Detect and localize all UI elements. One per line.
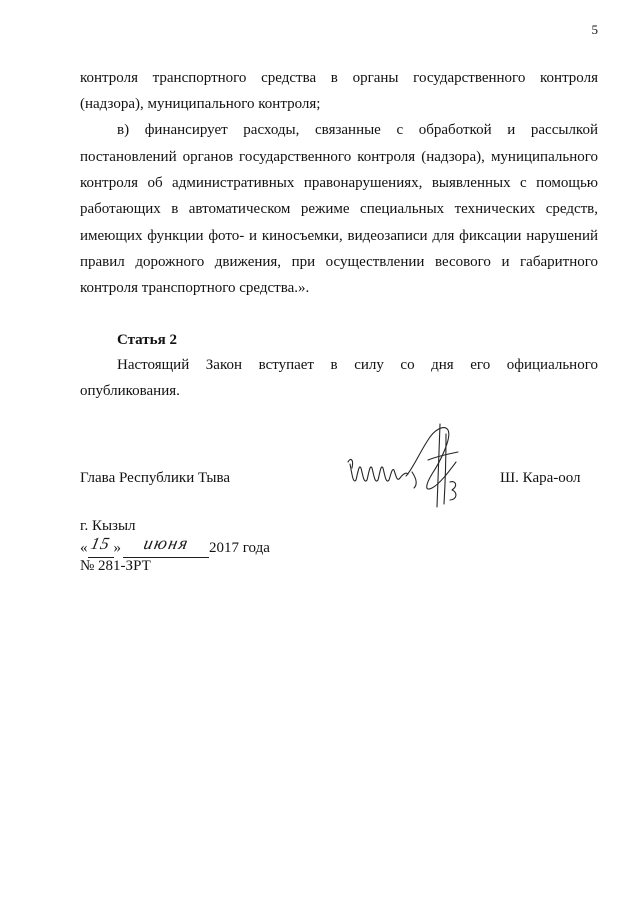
paragraph-continued-line-2: (надзора), муниципального контроля; xyxy=(80,96,321,112)
article-2-line-2: опубликования. xyxy=(80,383,180,399)
date-close-quote: » xyxy=(113,540,121,556)
law-number: № 281-ЗРТ xyxy=(80,558,151,574)
handwritten-month: июня xyxy=(141,533,191,553)
paragraph-v-line-3: контроля об административных правонарушениях, выявленных с помощью xyxy=(80,175,598,191)
paragraph-v-line-4: работающих в автоматическом режиме специальных технических средств, xyxy=(80,201,598,217)
paragraph-continued-line-1: контроля транспортного средства в органы государственного контроля xyxy=(80,70,598,86)
paragraph-v-line-2: постановлений органов государственного контроля (надзора), муниципального xyxy=(80,149,598,165)
city: г. Кызыл xyxy=(80,518,136,534)
paragraph-v-line-1: в) финансирует расходы, связанные с обработкой и рассылкой xyxy=(117,122,598,138)
article-2-line-1: Настоящий Закон вступает в силу со дня его официального xyxy=(117,357,598,373)
handwritten-day: 15 xyxy=(89,534,113,553)
paragraph-v-line-5: имеющих функции фото- и киносъемки, видеозаписи для фиксации нарушений xyxy=(80,228,598,244)
page-number: 5 xyxy=(591,22,598,37)
article-2-heading: Статья 2 xyxy=(117,332,177,348)
signatory-position: Глава Республики Тыва xyxy=(80,470,231,486)
paragraph-v-line-7: контроля транспортного средства.». xyxy=(80,280,310,296)
handwritten-signature xyxy=(340,412,470,517)
signatory-name: Ш. Кара-оол xyxy=(500,470,581,486)
date-year: 2017 года xyxy=(209,540,270,556)
paragraph-v-line-6: правил дорожного движения, при осуществлении весового и габаритного xyxy=(80,254,598,270)
date-open-quote: « xyxy=(80,540,88,556)
